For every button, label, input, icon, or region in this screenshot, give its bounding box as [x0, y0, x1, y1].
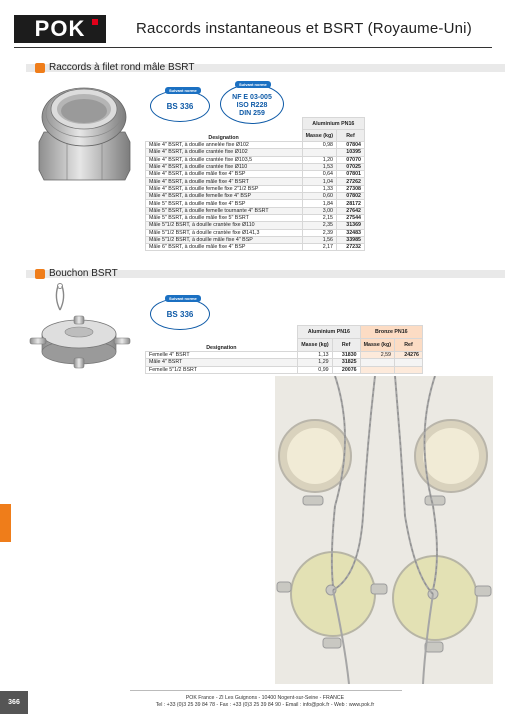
- aluminium-pn16-header: Aluminium PN16: [298, 326, 360, 339]
- mass-cell: 0,64: [302, 171, 336, 178]
- designation-cell: Mâle 4" BSRT, à douille crantée fixe Ø102: [146, 149, 303, 156]
- mass-cell: 1,20: [302, 156, 336, 163]
- ref-cell: 07070: [337, 156, 365, 163]
- ref-cell: 07025: [337, 163, 365, 170]
- designation-cell: Mâle 4" BSRT, à douille crantée fixe Ø110: [146, 163, 303, 170]
- designation-cell: Femelle 4" BSRT: [146, 352, 298, 359]
- bronze-ref-cell: [395, 366, 423, 373]
- designation-cell: Mâle 5" BSRT, à douille mâle fixe 4" BSP: [146, 200, 303, 207]
- mass-cell: 0,60: [302, 193, 336, 200]
- footer-divider: [130, 690, 402, 691]
- mass-cell: 3,00: [302, 207, 336, 214]
- mass-cell: 1,84: [302, 200, 336, 207]
- ref-cell: 20076: [332, 366, 360, 373]
- table-row: [146, 229, 365, 236]
- mass-cell: [302, 149, 336, 156]
- male-bsrt-fitting-image: [30, 80, 140, 190]
- designation-cell: Mâle 6" BSRT, à douille mâle fixe 4" BSP: [146, 244, 303, 251]
- mass-cell: 2,15: [302, 214, 336, 221]
- designation-header: Designation: [206, 345, 237, 351]
- designation-cell: Mâle 4" BSRT, à douille crantée fixe Ø103,5: [146, 156, 303, 163]
- ref-cell: 33985: [337, 236, 365, 243]
- mass-cell: 0,99: [298, 366, 332, 373]
- ref-cell: 07802: [337, 193, 365, 200]
- designation-cell: Mâle 5"1/2 BSRT, à douille mâle fixe 4" BSP: [146, 236, 303, 243]
- mass-cell: 1,29: [298, 359, 332, 366]
- table-row: [146, 352, 423, 359]
- table-row: [146, 178, 365, 185]
- cap-table: [145, 325, 423, 374]
- caps-with-chains-photo: [275, 376, 493, 684]
- mass-cell: 1,53: [302, 163, 336, 170]
- designation-cell: Femelle 5"1/2 BSRT: [146, 366, 298, 373]
- male-fittings-table: [145, 117, 365, 251]
- table-row: [146, 236, 365, 243]
- aluminium-pn16-header: Aluminium PN16: [302, 118, 364, 130]
- table-row: [146, 366, 423, 373]
- mass-cell: 1,33: [302, 185, 336, 192]
- ref-cell: 31830: [332, 352, 360, 359]
- designation-cell: Mâle 4" BSRT: [146, 359, 298, 366]
- ref-cell: 27232: [337, 244, 365, 251]
- mass-cell: 2,35: [302, 222, 336, 229]
- section-bullet-icon: [35, 269, 45, 279]
- table-row: [146, 163, 365, 170]
- ref-cell: 10395: [337, 149, 365, 156]
- ref-header: Ref: [337, 130, 365, 142]
- mass-cell: 1,13: [298, 352, 332, 359]
- bronze-mass-header: Masse (kg): [360, 339, 394, 352]
- ref-cell: 07801: [337, 171, 365, 178]
- bronze-ref-header: Ref: [395, 339, 423, 352]
- table-row: [146, 171, 365, 178]
- bronze-mass-cell: [360, 366, 394, 373]
- ref-cell: 31825: [332, 359, 360, 366]
- designation-cell: Mâle 5" BSRT, à douille femelle tournante 4" BSRT: [146, 207, 303, 214]
- designation-cell: Mâle 4" BSRT, à douille annelée fixe Ø102: [146, 142, 303, 149]
- bsrt-cap-image: [28, 282, 133, 377]
- designation-cell: Mâle 4" BSRT, à douille femelle fixe 2"1/2 BSP: [146, 185, 303, 192]
- designation-cell: Mâle 5" BSRT, à douille mâle fixe 5" BSRT: [146, 214, 303, 221]
- ref-header: Ref: [332, 339, 360, 352]
- ref-cell: 31369: [337, 222, 365, 229]
- bs336-norm-badge: Suivant norme BS 336: [150, 298, 210, 330]
- mass-cell: 2,39: [302, 229, 336, 236]
- table-row: [146, 207, 365, 214]
- mass-cell: 0,98: [302, 142, 336, 149]
- page-number: 366: [0, 691, 28, 714]
- bronze-pn16-header: Bronze PN16: [360, 326, 422, 339]
- designation-cell: Mâle 4" BSRT, à douille femelle fixe 4" BSP: [146, 193, 303, 200]
- bronze-mass-cell: [360, 359, 394, 366]
- designation-cell: Mâle 5"1/2 BSRT, à douille crantée fixe Ø110: [146, 222, 303, 229]
- ref-cell: 27642: [337, 207, 365, 214]
- nf-iso-din-norm-badge: Suivant norme NF E 03-005 ISO R228 DIN 259: [220, 84, 284, 124]
- ref-cell: 27544: [337, 214, 365, 221]
- designation-cell: Mâle 4" BSRT, à douille mâle fixe 4" BSRT: [146, 178, 303, 185]
- designation-header: Designation: [208, 135, 239, 141]
- chapter-side-tab: [0, 504, 11, 542]
- table-row: [146, 142, 365, 149]
- table-row: [146, 359, 423, 366]
- section-1-title: Raccords à filet rond mâle BSRT: [49, 62, 195, 73]
- mass-cell: 1,56: [302, 236, 336, 243]
- mass-header: Masse (kg): [298, 339, 332, 352]
- mass-header: Masse (kg): [302, 130, 336, 142]
- bs336-norm-badge: Suivant norme BS 336: [150, 90, 210, 122]
- ref-cell: 27308: [337, 185, 365, 192]
- designation-cell: Mâle 4" BSRT, à douille mâle fixe 4" BSP: [146, 171, 303, 178]
- table-row: [146, 156, 365, 163]
- table-row: [146, 244, 365, 251]
- ref-cell: 27262: [337, 178, 365, 185]
- bronze-ref-cell: [395, 359, 423, 366]
- section-bullet-icon: [35, 63, 45, 73]
- page-title: Raccords instantaneous et BSRT (Royaume-Uni): [136, 20, 472, 37]
- bronze-ref-cell: 24276: [395, 352, 423, 359]
- table-row: [146, 193, 365, 200]
- table-row: [146, 222, 365, 229]
- ref-cell: 28172: [337, 200, 365, 207]
- table-row: [146, 185, 365, 192]
- table-row: [146, 200, 365, 207]
- ref-cell: 32483: [337, 229, 365, 236]
- ref-cell: 07804: [337, 142, 365, 149]
- table-row: [146, 149, 365, 156]
- mass-cell: 2,17: [302, 244, 336, 251]
- section-2-title: Bouchon BSRT: [49, 268, 118, 279]
- designation-cell: Mâle 5"1/2 BSRT, à douille crantée fixe Ø141,3: [146, 229, 303, 236]
- footer-contact: Tel : +33 (0)3 25 39 84 78 - Fax : +33 (0)3 25 39 84 90 - Email : info@pok.fr - Web : www.pok.fr: [155, 702, 375, 708]
- footer-address: POK France - ZI Les Guignons - 10400 Nogent-sur-Seine - FRANCE: [185, 695, 345, 701]
- title-divider: [14, 47, 492, 48]
- table-row: [146, 214, 365, 221]
- mass-cell: 1,04: [302, 178, 336, 185]
- bronze-mass-cell: 2,59: [360, 352, 394, 359]
- pok-logo: POK: [14, 15, 106, 43]
